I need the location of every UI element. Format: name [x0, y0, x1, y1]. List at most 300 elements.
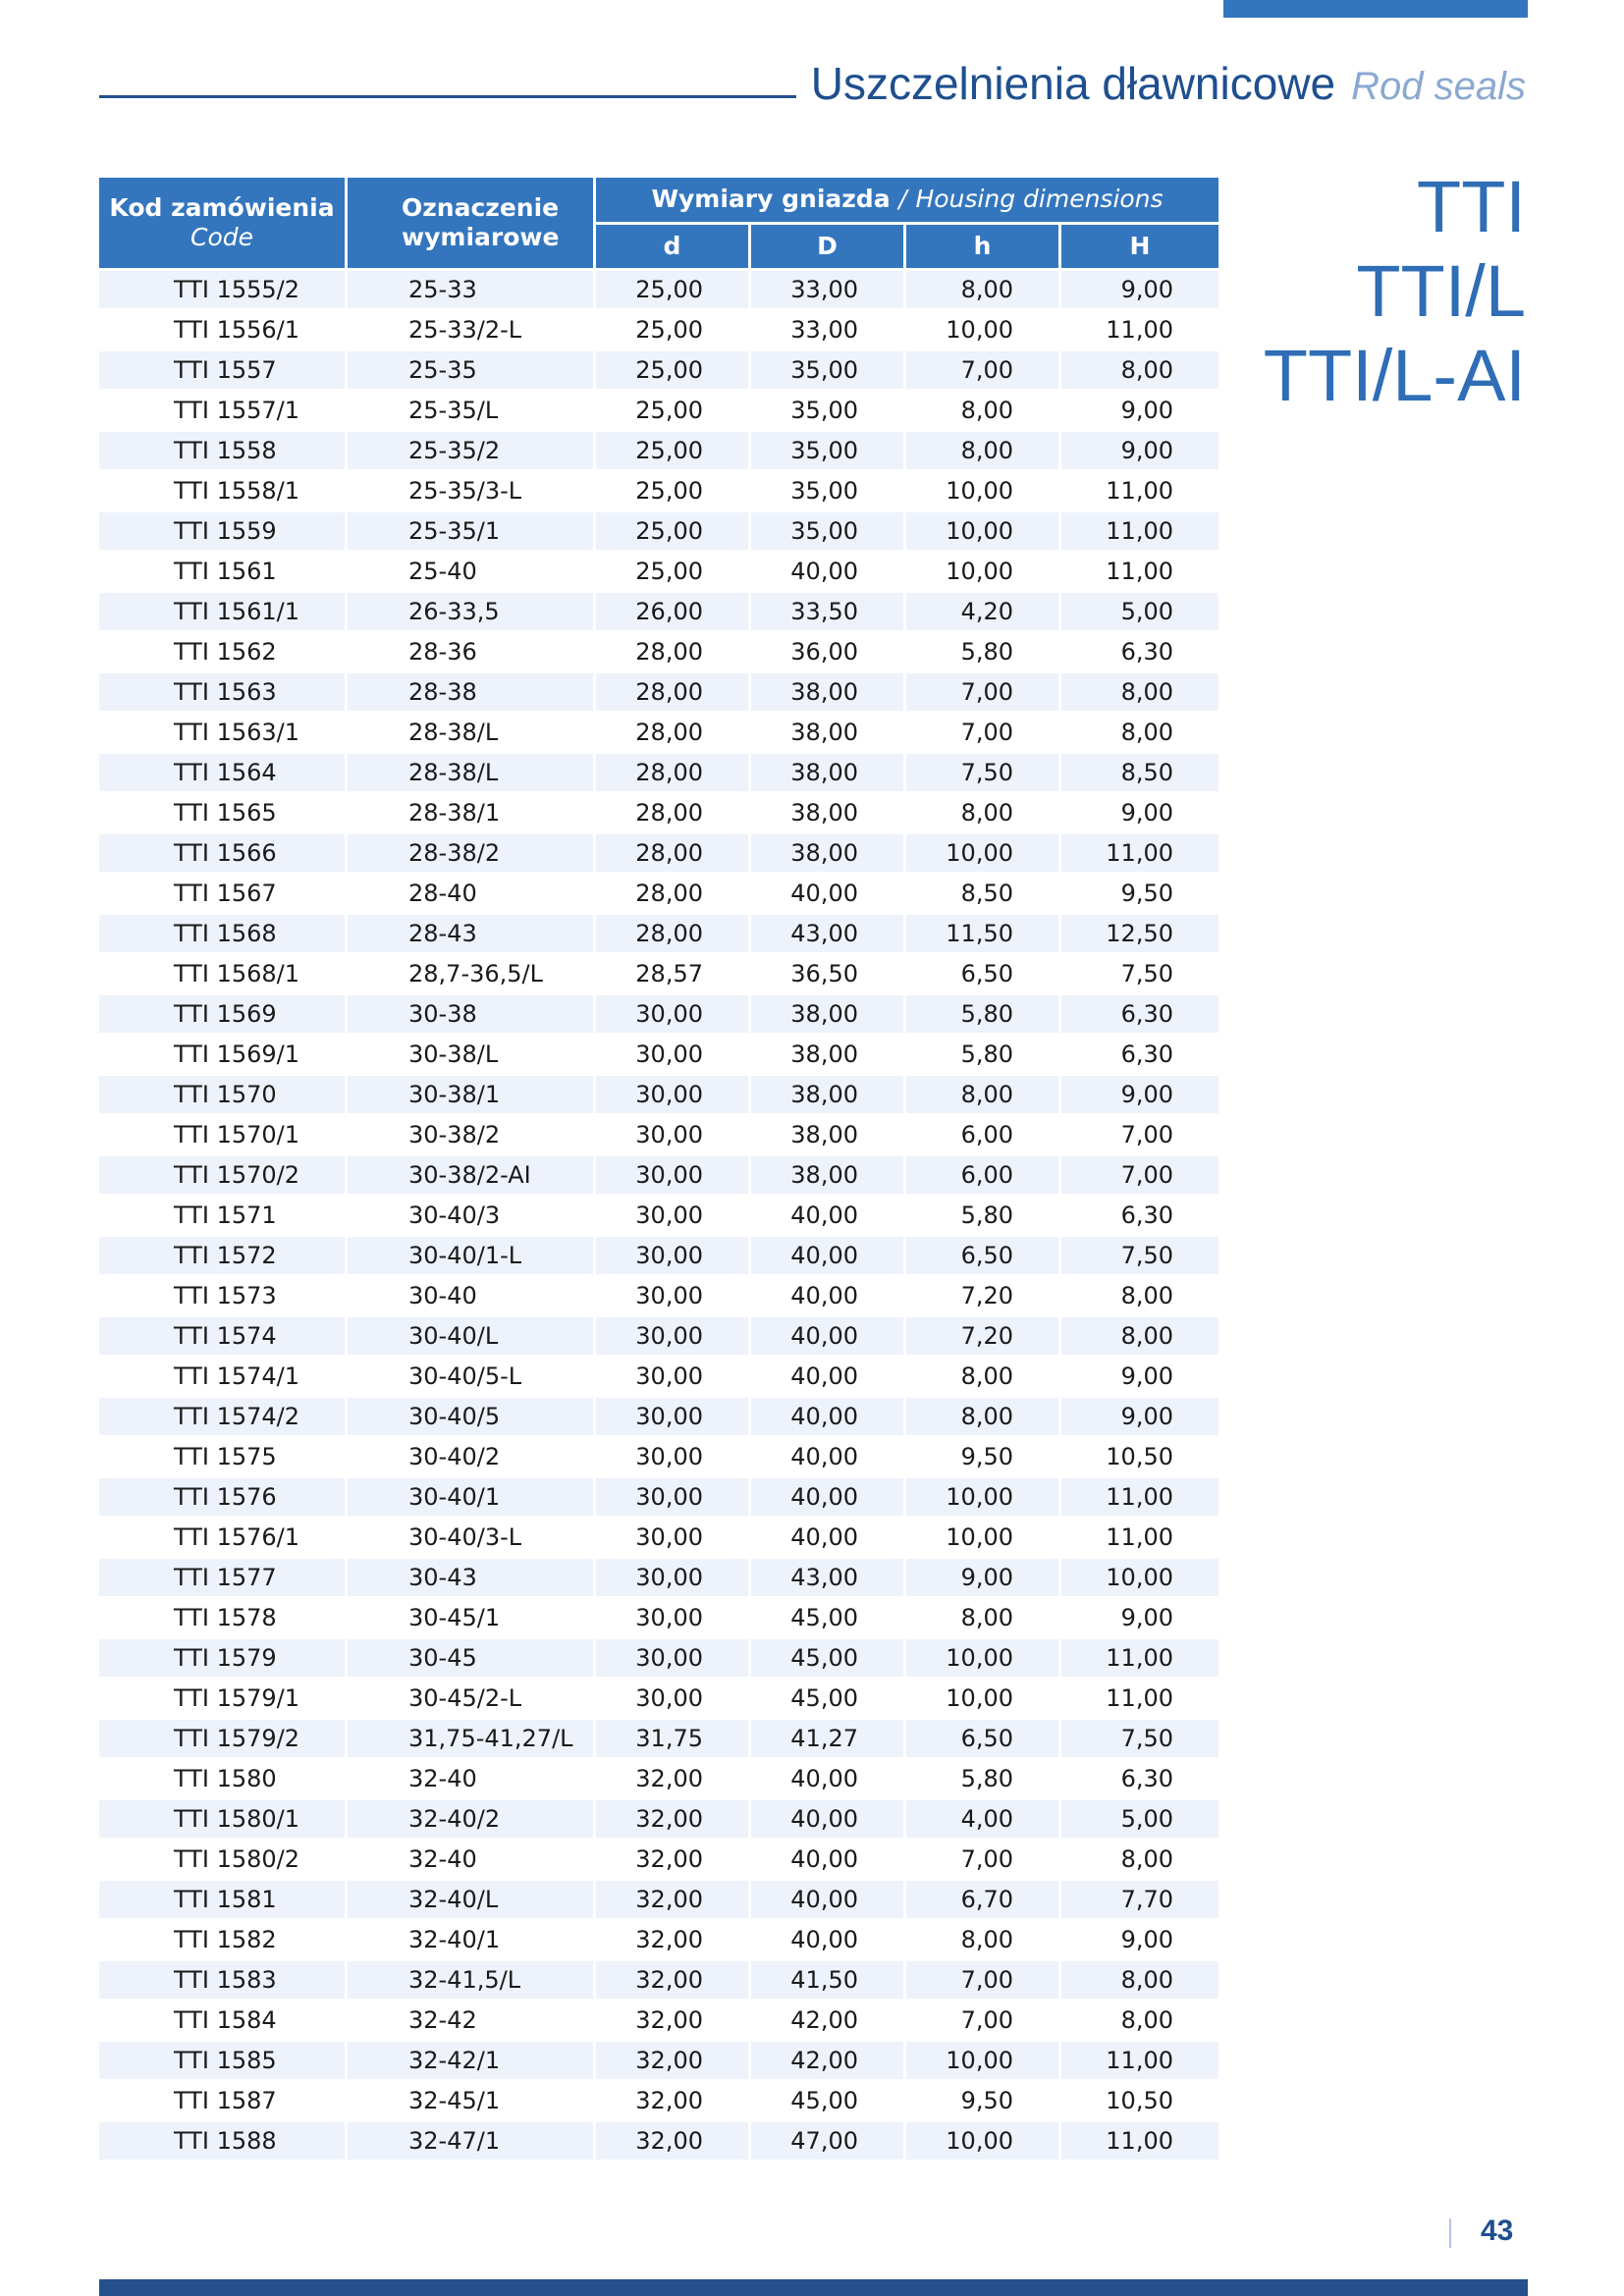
cell-code: TTI 1567 [99, 875, 345, 912]
cell-h: 7,00 [906, 673, 1058, 711]
cell-h: 10,00 [906, 472, 1058, 509]
cell-d: 28,00 [596, 875, 748, 912]
cell-H: 11,00 [1061, 1639, 1218, 1677]
table-row [99, 1921, 1218, 1958]
cell-d: 32,00 [596, 2082, 748, 2119]
cell-H: 11,00 [1061, 834, 1218, 872]
cell-d: 25,00 [596, 311, 748, 348]
table-row [99, 1358, 1218, 1395]
cell-h: 5,80 [906, 995, 1058, 1033]
cell-H: 12,50 [1061, 915, 1218, 952]
cell-D: 40,00 [751, 1398, 903, 1435]
cell-d: 28,00 [596, 915, 748, 952]
cell-designation: 30-45/2-L [348, 1680, 593, 1717]
table-row [99, 1519, 1218, 1556]
cell-code: TTI 1572 [99, 1237, 345, 1274]
cell-H: 7,00 [1061, 1116, 1218, 1153]
cell-code: TTI 1565 [99, 794, 345, 831]
cell-designation: 30-40/5 [348, 1398, 593, 1435]
cell-code: TTI 1564 [99, 754, 345, 791]
table-row [99, 673, 1218, 711]
cell-designation: 30-40/3 [348, 1197, 593, 1234]
cell-D: 40,00 [751, 875, 903, 912]
cell-h: 5,80 [906, 1197, 1058, 1234]
cell-H: 9,00 [1061, 1921, 1218, 1958]
table-row [99, 1961, 1218, 1999]
cell-designation: 32-47/1 [348, 2122, 593, 2160]
cell-H: 9,00 [1061, 1398, 1218, 1435]
cell-H: 8,00 [1061, 1841, 1218, 1878]
table-row [99, 2082, 1218, 2119]
table-row [99, 1237, 1218, 1274]
cell-H: 9,00 [1061, 1358, 1218, 1395]
cell-H: 9,50 [1061, 875, 1218, 912]
cell-d: 32,00 [596, 1921, 748, 1958]
cell-D: 40,00 [751, 1841, 903, 1878]
cell-h: 8,00 [906, 392, 1058, 429]
cell-d: 28,00 [596, 794, 748, 831]
col-header-code-en: Code [189, 223, 253, 251]
cell-code: TTI 1579/2 [99, 1720, 345, 1757]
cell-h: 10,00 [906, 834, 1058, 872]
cell-D: 38,00 [751, 754, 903, 791]
cell-designation: 25-35/L [348, 392, 593, 429]
cell-H: 7,00 [1061, 1156, 1218, 1194]
cell-H: 9,00 [1061, 794, 1218, 831]
cell-h: 10,00 [906, 1639, 1058, 1677]
cell-d: 28,57 [596, 955, 748, 992]
cell-h: 10,00 [906, 1680, 1058, 1717]
cell-h: 5,80 [906, 1760, 1058, 1797]
cell-D: 40,00 [751, 1317, 903, 1355]
cell-code: TTI 1581 [99, 1881, 345, 1918]
cell-H: 11,00 [1061, 2122, 1218, 2160]
cell-designation: 25-35 [348, 351, 593, 389]
cell-D: 47,00 [751, 2122, 903, 2160]
cell-h: 9,00 [906, 1559, 1058, 1596]
cell-D: 40,00 [751, 1277, 903, 1314]
cell-D: 40,00 [751, 1800, 903, 1838]
cell-designation: 25-33 [348, 271, 593, 308]
cell-designation: 28-38/L [348, 714, 593, 751]
cell-code: TTI 1556/1 [99, 311, 345, 348]
cell-h: 8,00 [906, 1921, 1058, 1958]
cell-designation: 25-33/2-L [348, 311, 593, 348]
cell-D: 41,27 [751, 1720, 903, 1757]
table-row [99, 472, 1218, 509]
cell-d: 32,00 [596, 1881, 748, 1918]
table-row [99, 1116, 1218, 1153]
cell-h: 8,00 [906, 1599, 1058, 1636]
cell-D: 40,00 [751, 553, 903, 590]
cell-h: 10,00 [906, 1478, 1058, 1516]
col-header-housing-dimensions [596, 178, 1218, 222]
cell-D: 38,00 [751, 995, 903, 1033]
table-row [99, 714, 1218, 751]
cell-H: 8,00 [1061, 1961, 1218, 1999]
cell-designation: 30-45 [348, 1639, 593, 1677]
cell-h: 10,00 [906, 553, 1058, 590]
cell-h: 7,00 [906, 351, 1058, 389]
cell-H: 6,30 [1061, 995, 1218, 1033]
cell-H: 9,00 [1061, 1076, 1218, 1113]
cell-h: 5,80 [906, 633, 1058, 670]
cell-code: TTI 1561 [99, 553, 345, 590]
cell-designation: 28-40 [348, 875, 593, 912]
cell-h: 10,00 [906, 2122, 1058, 2160]
cell-designation: 30-40 [348, 1277, 593, 1314]
cell-designation: 28-38/1 [348, 794, 593, 831]
cell-d: 26,00 [596, 593, 748, 630]
cell-designation: 32-40/1 [348, 1921, 593, 1958]
cell-H: 8,00 [1061, 1277, 1218, 1314]
cell-d: 30,00 [596, 1197, 748, 1234]
cell-H: 11,00 [1061, 553, 1218, 590]
cell-code: TTI 1574 [99, 1317, 345, 1355]
cell-code: TTI 1569/1 [99, 1036, 345, 1073]
cell-h: 9,50 [906, 2082, 1058, 2119]
cell-designation: 30-40/1-L [348, 1237, 593, 1274]
cell-code: TTI 1578 [99, 1599, 345, 1636]
cell-D: 38,00 [751, 673, 903, 711]
cell-code: TTI 1555/2 [99, 271, 345, 308]
cell-designation: 25-35/2 [348, 432, 593, 469]
cell-D: 40,00 [751, 1921, 903, 1958]
page-title-pl: Uszczelnienia dławnicowe [810, 58, 1336, 109]
page-title-en: Rod seals [1351, 65, 1526, 108]
table-row [99, 2122, 1218, 2160]
table-row [99, 1760, 1218, 1797]
cell-D: 33,00 [751, 311, 903, 348]
cell-designation: 32-40 [348, 1760, 593, 1797]
cell-H: 5,00 [1061, 1800, 1218, 1838]
table-row [99, 1639, 1218, 1677]
cell-d: 32,00 [596, 2122, 748, 2160]
cell-h: 8,00 [906, 794, 1058, 831]
table-row [99, 311, 1218, 348]
col-header-D: D [751, 225, 903, 269]
table-row [99, 593, 1218, 630]
cell-H: 6,30 [1061, 633, 1218, 670]
cell-D: 40,00 [751, 1358, 903, 1395]
table-body [99, 271, 1218, 2160]
cell-d: 25,00 [596, 392, 748, 429]
cell-designation: 30-40/5-L [348, 1358, 593, 1395]
table-row [99, 1036, 1218, 1073]
cell-d: 30,00 [596, 1317, 748, 1355]
cell-h: 7,00 [906, 1841, 1058, 1878]
cell-h: 8,00 [906, 432, 1058, 469]
cell-code: TTI 1574/1 [99, 1358, 345, 1395]
cell-D: 33,00 [751, 271, 903, 308]
page-number: 43 [1481, 2215, 1514, 2247]
cell-d: 30,00 [596, 1116, 748, 1153]
table-row [99, 834, 1218, 872]
table-row [99, 875, 1218, 912]
cell-d: 30,00 [596, 1639, 748, 1677]
cell-H: 11,00 [1061, 472, 1218, 509]
table-row [99, 794, 1218, 831]
dimensions-table [96, 175, 1221, 2163]
table-row [99, 351, 1218, 389]
cell-D: 35,00 [751, 512, 903, 550]
table-row [99, 1156, 1218, 1194]
cell-h: 6,00 [906, 1116, 1058, 1153]
cell-H: 7,50 [1061, 1237, 1218, 1274]
cell-D: 42,00 [751, 2042, 903, 2079]
product-name: TTI/L [1356, 250, 1526, 332]
table-row [99, 2002, 1218, 2039]
product-name: TTI [1417, 166, 1526, 247]
col-header-h: h [906, 225, 1058, 269]
cell-designation: 25-35/3-L [348, 472, 593, 509]
cell-code: TTI 1570 [99, 1076, 345, 1113]
page-number-separator [1449, 2218, 1451, 2248]
cell-D: 38,00 [751, 834, 903, 872]
cell-H: 6,30 [1061, 1760, 1218, 1797]
table-row [99, 1076, 1218, 1113]
cell-code: TTI 1576 [99, 1478, 345, 1516]
cell-H: 7,50 [1061, 1720, 1218, 1757]
cell-designation: 32-42/1 [348, 2042, 593, 2079]
cell-H: 9,00 [1061, 392, 1218, 429]
cell-designation: 28-38 [348, 673, 593, 711]
cell-d: 30,00 [596, 1680, 748, 1717]
cell-D: 38,00 [751, 1036, 903, 1073]
table-row [99, 1438, 1218, 1475]
cell-d: 32,00 [596, 1841, 748, 1878]
cell-D: 38,00 [751, 794, 903, 831]
cell-D: 38,00 [751, 1116, 903, 1153]
table-row [99, 1881, 1218, 1918]
cell-h: 10,00 [906, 311, 1058, 348]
cell-d: 31,75 [596, 1720, 748, 1757]
table-row [99, 1599, 1218, 1636]
cell-h: 7,00 [906, 1961, 1058, 1999]
cell-code: TTI 1580/2 [99, 1841, 345, 1878]
col-header-designation-label: Oznaczenie wymiarowe [402, 193, 560, 251]
cell-designation: 30-45/1 [348, 1599, 593, 1636]
cell-code: TTI 1577 [99, 1559, 345, 1596]
cell-d: 30,00 [596, 1519, 748, 1556]
cell-h: 10,00 [906, 2042, 1058, 2079]
cell-H: 11,00 [1061, 512, 1218, 550]
cell-d: 30,00 [596, 1398, 748, 1435]
table-row [99, 955, 1218, 992]
cell-D: 43,00 [751, 915, 903, 952]
cell-code: TTI 1569 [99, 995, 345, 1033]
cell-designation: 28-43 [348, 915, 593, 952]
cell-H: 10,50 [1061, 1438, 1218, 1475]
table-row [99, 512, 1218, 550]
housing-dimensions-pl: Wymiary gniazda [651, 185, 891, 214]
cell-d: 30,00 [596, 1478, 748, 1516]
cell-D: 43,00 [751, 1559, 903, 1596]
cell-code: TTI 1566 [99, 834, 345, 872]
cell-h: 4,20 [906, 593, 1058, 630]
cell-D: 36,50 [751, 955, 903, 992]
cell-h: 7,00 [906, 714, 1058, 751]
cell-H: 9,00 [1061, 271, 1218, 308]
cell-D: 45,00 [751, 1680, 903, 1717]
table-row [99, 432, 1218, 469]
cell-designation: 30-38/1 [348, 1076, 593, 1113]
cell-code: TTI 1587 [99, 2082, 345, 2119]
cell-H: 6,30 [1061, 1036, 1218, 1073]
product-names [1264, 165, 1526, 418]
cell-h: 6,50 [906, 1237, 1058, 1274]
cell-h: 8,00 [906, 1358, 1058, 1395]
cell-designation: 25-40 [348, 553, 593, 590]
cell-H: 6,30 [1061, 1197, 1218, 1234]
cell-D: 38,00 [751, 1156, 903, 1194]
cell-designation: 28-38/L [348, 754, 593, 791]
cell-designation: 30-38/L [348, 1036, 593, 1073]
cell-H: 11,00 [1061, 2042, 1218, 2079]
cell-code: TTI 1588 [99, 2122, 345, 2160]
cell-code: TTI 1580 [99, 1760, 345, 1797]
cell-H: 11,00 [1061, 311, 1218, 348]
housing-dimensions-en: Housing dimensions [915, 185, 1164, 214]
cell-H: 7,70 [1061, 1881, 1218, 1918]
cell-d: 25,00 [596, 472, 748, 509]
cell-H: 11,00 [1061, 1680, 1218, 1717]
col-header-designation [348, 178, 593, 268]
cell-D: 40,00 [751, 1760, 903, 1797]
cell-d: 28,00 [596, 714, 748, 751]
cell-code: TTI 1561/1 [99, 593, 345, 630]
cell-d: 30,00 [596, 1599, 748, 1636]
cell-D: 40,00 [751, 1197, 903, 1234]
table-row [99, 1559, 1218, 1596]
table-row [99, 915, 1218, 952]
cell-D: 36,00 [751, 633, 903, 670]
cell-H: 8,00 [1061, 1317, 1218, 1355]
cell-H: 5,00 [1061, 593, 1218, 630]
cell-D: 38,00 [751, 1076, 903, 1113]
cell-D: 40,00 [751, 1237, 903, 1274]
cell-D: 45,00 [751, 1639, 903, 1677]
cell-d: 25,00 [596, 351, 748, 389]
cell-code: TTI 1579/1 [99, 1680, 345, 1717]
cell-designation: 30-43 [348, 1559, 593, 1596]
cell-d: 30,00 [596, 1277, 748, 1314]
cell-d: 25,00 [596, 553, 748, 590]
cell-D: 35,00 [751, 472, 903, 509]
cell-H: 11,00 [1061, 1478, 1218, 1516]
cell-d: 32,00 [596, 2002, 748, 2039]
cell-D: 35,00 [751, 351, 903, 389]
cell-d: 30,00 [596, 995, 748, 1033]
cell-code: TTI 1557/1 [99, 392, 345, 429]
cell-h: 6,50 [906, 1720, 1058, 1757]
cell-D: 45,00 [751, 1599, 903, 1636]
cell-designation: 28,7-36,5/L [348, 955, 593, 992]
cell-designation: 30-40/L [348, 1317, 593, 1355]
page-title [810, 58, 1526, 109]
cell-code: TTI 1575 [99, 1438, 345, 1475]
cell-designation: 28-38/2 [348, 834, 593, 872]
cell-designation: 30-40/1 [348, 1478, 593, 1516]
cell-code: TTI 1574/2 [99, 1398, 345, 1435]
table-row [99, 1478, 1218, 1516]
table-row [99, 1398, 1218, 1435]
cell-h: 5,80 [906, 1036, 1058, 1073]
cell-designation: 32-45/1 [348, 2082, 593, 2119]
cell-d: 28,00 [596, 754, 748, 791]
cell-D: 33,50 [751, 593, 903, 630]
cell-d: 30,00 [596, 1076, 748, 1113]
cell-code: TTI 1563/1 [99, 714, 345, 751]
table-row [99, 1720, 1218, 1757]
cell-D: 40,00 [751, 1478, 903, 1516]
cell-code: TTI 1558 [99, 432, 345, 469]
cell-designation: 28-36 [348, 633, 593, 670]
cell-d: 25,00 [596, 512, 748, 550]
cell-H: 8,00 [1061, 714, 1218, 751]
table-row [99, 754, 1218, 791]
cell-code: TTI 1579 [99, 1639, 345, 1677]
table-row [99, 1800, 1218, 1838]
cell-D: 40,00 [751, 1519, 903, 1556]
cell-d: 32,00 [596, 1760, 748, 1797]
cell-h: 4,00 [906, 1800, 1058, 1838]
cell-d: 30,00 [596, 1438, 748, 1475]
cell-code: TTI 1568/1 [99, 955, 345, 992]
col-header-code [99, 178, 345, 268]
cell-code: TTI 1562 [99, 633, 345, 670]
cell-code: TTI 1563 [99, 673, 345, 711]
cell-d: 30,00 [596, 1237, 748, 1274]
cell-designation: 32-40/L [348, 1881, 593, 1918]
cell-designation: 31,75-41,27/L [348, 1720, 593, 1757]
table-row [99, 553, 1218, 590]
table-row [99, 392, 1218, 429]
cell-h: 8,00 [906, 271, 1058, 308]
cell-code: TTI 1573 [99, 1277, 345, 1314]
cell-code: TTI 1568 [99, 915, 345, 952]
cell-h: 6,70 [906, 1881, 1058, 1918]
cell-D: 40,00 [751, 1438, 903, 1475]
cell-D: 42,00 [751, 2002, 903, 2039]
cell-d: 32,00 [596, 2042, 748, 2079]
cell-designation: 30-40/2 [348, 1438, 593, 1475]
table-row [99, 995, 1218, 1033]
cell-H: 10,00 [1061, 1559, 1218, 1596]
cell-designation: 25-35/1 [348, 512, 593, 550]
top-accent-tab [1223, 0, 1528, 18]
table-row [99, 1680, 1218, 1717]
cell-code: TTI 1559 [99, 512, 345, 550]
housing-dimensions-sep: / [898, 185, 907, 214]
cell-H: 8,00 [1061, 2002, 1218, 2039]
cell-H: 9,00 [1061, 1599, 1218, 1636]
cell-code: TTI 1570/1 [99, 1116, 345, 1153]
cell-designation: 30-40/3-L [348, 1519, 593, 1556]
cell-h: 10,00 [906, 1519, 1058, 1556]
cell-D: 35,00 [751, 392, 903, 429]
col-header-code-pl: Kod zamówienia [109, 193, 335, 222]
cell-D: 38,00 [751, 714, 903, 751]
cell-designation: 32-42 [348, 2002, 593, 2039]
header-rule [99, 95, 796, 98]
table-row [99, 633, 1218, 670]
cell-H: 11,00 [1061, 1519, 1218, 1556]
col-header-H: H [1061, 225, 1218, 269]
cell-D: 35,00 [751, 432, 903, 469]
cell-h: 9,50 [906, 1438, 1058, 1475]
cell-H: 9,00 [1061, 432, 1218, 469]
